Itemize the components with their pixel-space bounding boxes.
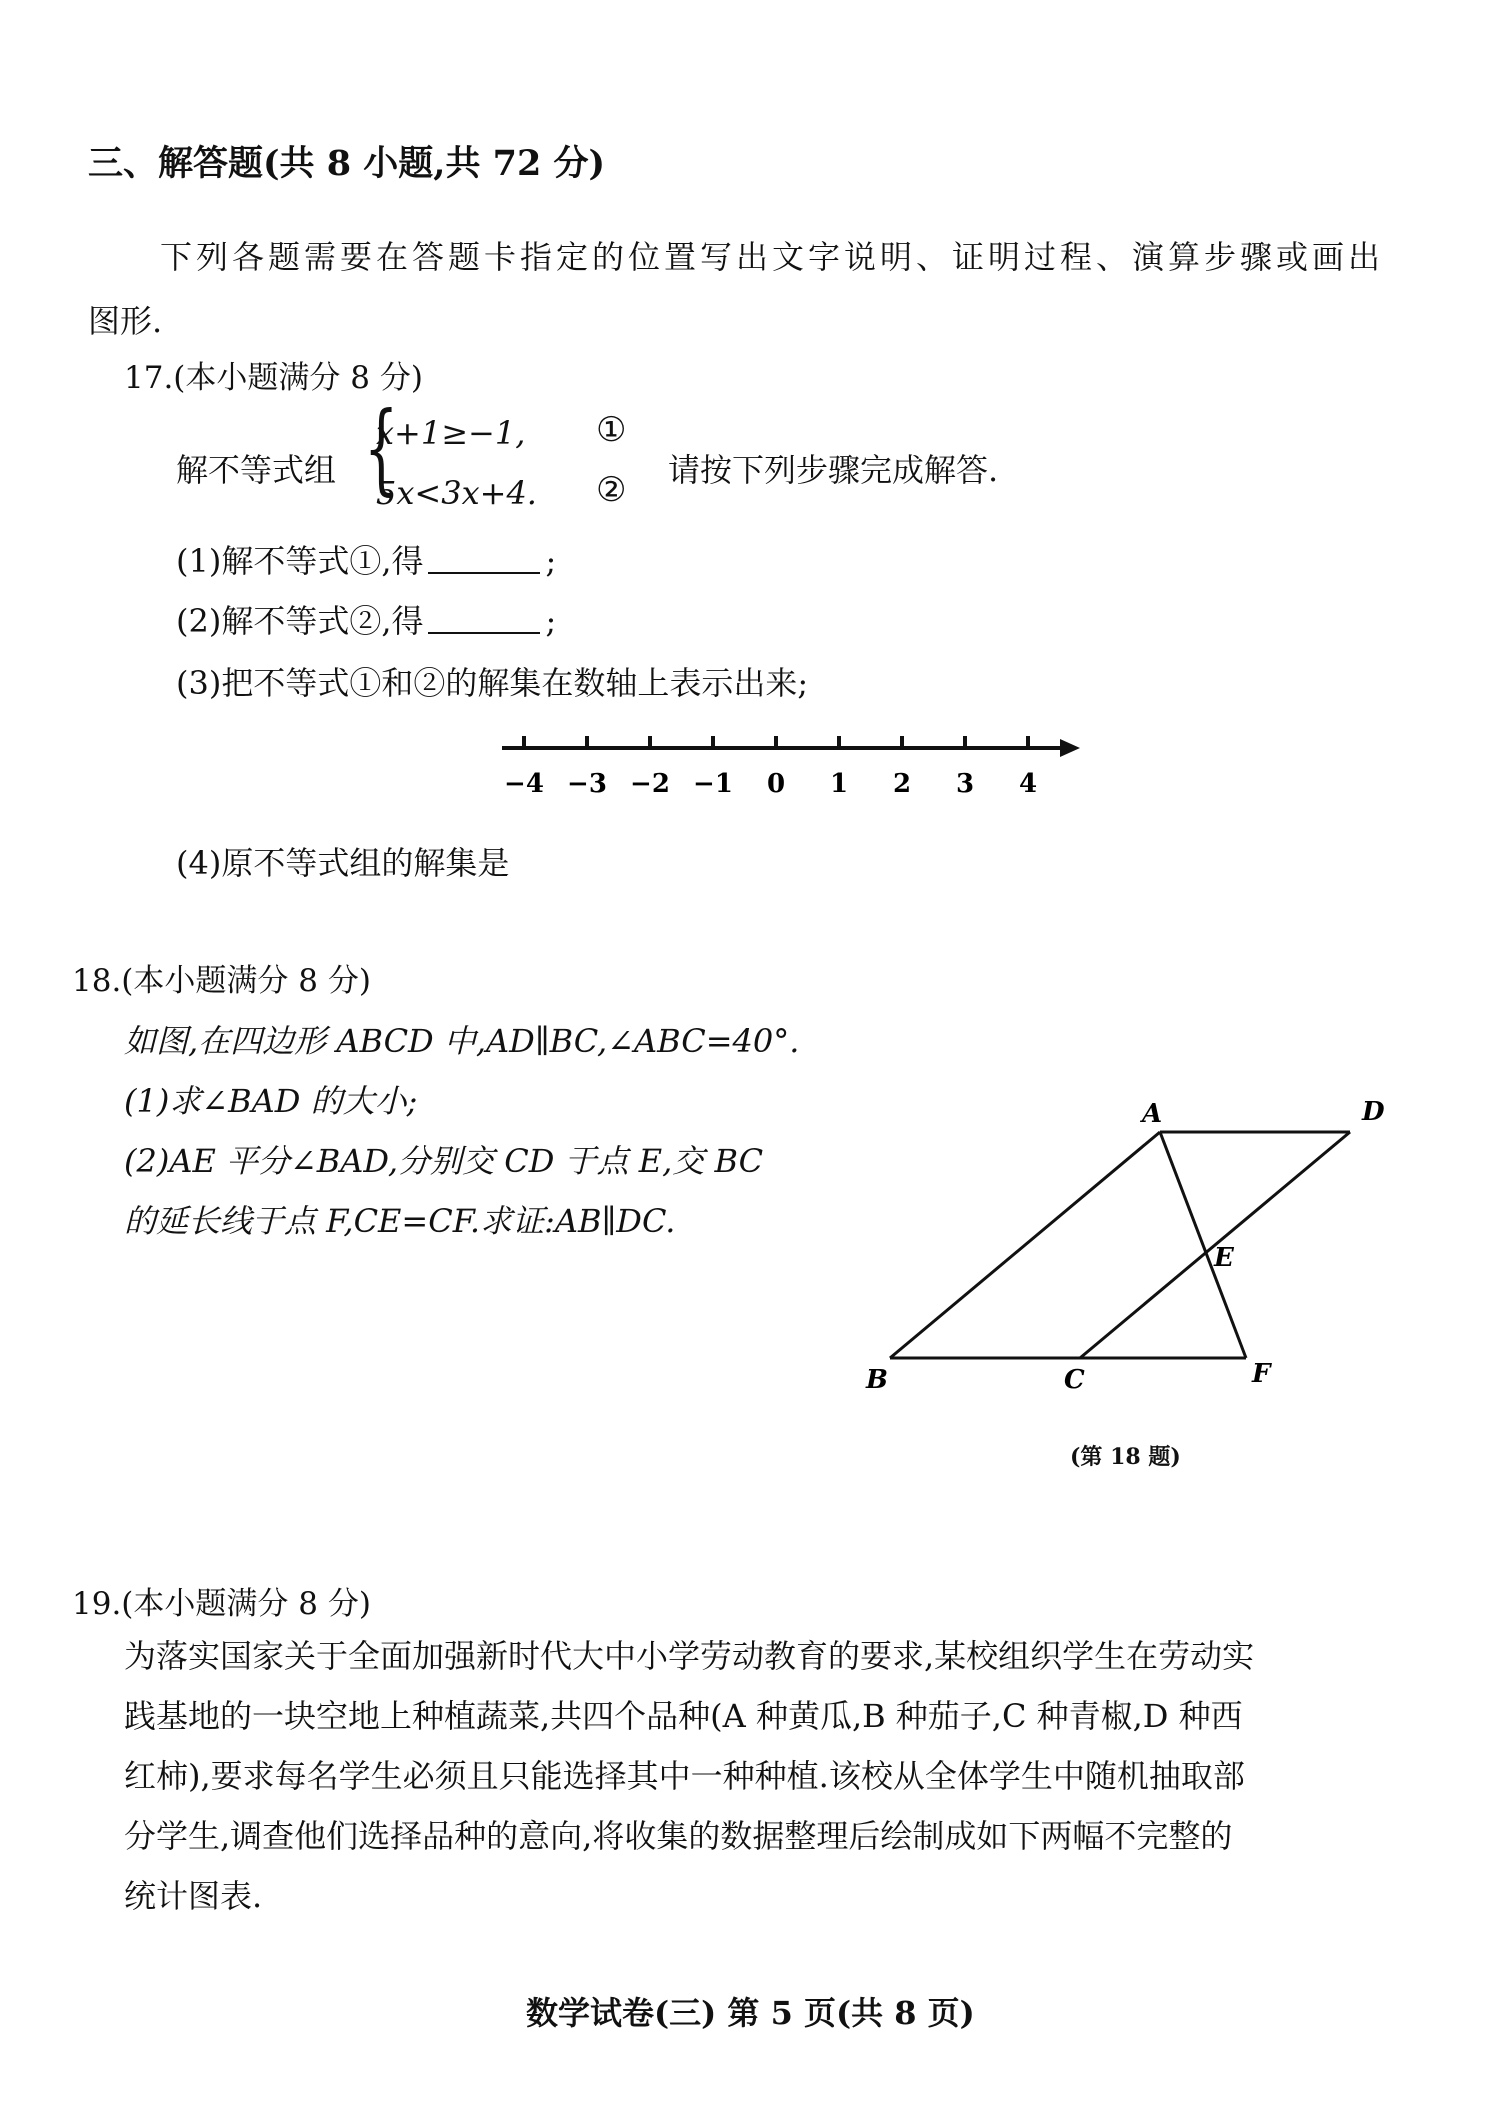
q19-line-5: 统计图表. xyxy=(124,1877,263,1915)
number-line-tick-label: −4 xyxy=(504,769,544,799)
q17-equation-1: x+1≥−1, xyxy=(376,414,526,452)
number-line-tick-label: 1 xyxy=(829,769,849,799)
q18-line-2: (1)求∠BAD 的大小; xyxy=(124,1082,418,1120)
q17-step-3: (3)把不等式①和②的解集在数轴上表示出来; xyxy=(176,664,809,702)
label-D: D xyxy=(1362,1097,1385,1127)
label-E: E xyxy=(1214,1243,1234,1273)
instruction-line-1: 下列各题需要在答题卡指定的位置写出文字说明、证明过程、演算步骤或画出 xyxy=(160,238,1385,276)
label-C: C xyxy=(1064,1365,1085,1395)
q17-brace: { xyxy=(364,392,399,506)
answer-blank-1[interactable] xyxy=(428,542,540,574)
q17-lead: 解不等式组 xyxy=(176,451,337,489)
q19-line-2: 践基地的一块空地上种植蔬菜,共四个品种(A 种黄瓜,B 种茄子,C 种青椒,D 种西 xyxy=(124,1697,1243,1735)
q18-header: 18.(本小题满分 8 分) xyxy=(72,963,371,999)
label-A: A xyxy=(1142,1099,1163,1129)
q19-line-4: 分学生,调查他们选择品种的意向,将收集的数据整理后绘制成如下两幅不完整的 xyxy=(124,1817,1233,1855)
q19-body xyxy=(124,1626,1424,1926)
page-footer: 数学试卷(三) 第 5 页(共 8 页) xyxy=(526,1994,975,2032)
q17-header: 17.(本小题满分 8 分) xyxy=(124,360,423,396)
number-line-tick-label: 3 xyxy=(955,769,975,799)
section-heading: 三、解答题(共 8 小题,共 72 分) xyxy=(88,143,606,184)
q18-line-1: 如图,在四边形 ABCD 中,AD∥BC,∠ABC=40°. xyxy=(124,1022,800,1060)
q19-line-1: 为落实国家关于全面加强新时代大中小学劳动教育的要求,某校组织学生在劳动实 xyxy=(124,1637,1255,1675)
number-line-tick-label: 2 xyxy=(892,769,912,799)
q17-mark-2: ② xyxy=(596,470,627,510)
number-line-arrow xyxy=(1060,739,1080,757)
q19-line-3: 红柿),要求每名学生必须且只能选择其中一种种植.该校从全体学生中随机抽取部 xyxy=(124,1757,1245,1795)
q17-equation-2: 5x<3x+4. xyxy=(376,474,537,512)
q17-mark-1: ① xyxy=(596,410,627,450)
number-line xyxy=(480,720,1100,820)
q18-line-3: (2)AE 平分∠BAD,分别交 CD 于点 E,交 BC xyxy=(124,1142,764,1180)
label-B: B xyxy=(866,1365,888,1395)
label-F: F xyxy=(1252,1359,1271,1389)
q18-line-4: 的延长线于点 F,CE=CF.求证:AB∥DC. xyxy=(124,1202,676,1240)
q19-header: 19.(本小题满分 8 分) xyxy=(72,1586,371,1622)
q18-figure-caption: (第 18 题) xyxy=(1070,1444,1181,1470)
q18-figure xyxy=(850,1090,1410,1420)
number-line-tick-label: −2 xyxy=(630,769,670,799)
instruction-line-2: 图形. xyxy=(88,302,163,340)
number-line-tick-label: 4 xyxy=(1018,769,1038,799)
q17-step-4: (4)原不等式组的解集是 xyxy=(176,844,510,882)
number-line-tick-label: −3 xyxy=(567,769,607,799)
number-line-tick-label: −1 xyxy=(693,769,733,799)
q17-step-1: (1)解不等式①,得 ; xyxy=(176,542,557,580)
answer-blank-2[interactable] xyxy=(428,602,540,634)
q17-step-2: (2)解不等式②,得 ; xyxy=(176,602,557,640)
number-line-tick-label: 0 xyxy=(766,769,786,799)
q17-instruction: 请按下列步骤完成解答. xyxy=(668,451,999,489)
